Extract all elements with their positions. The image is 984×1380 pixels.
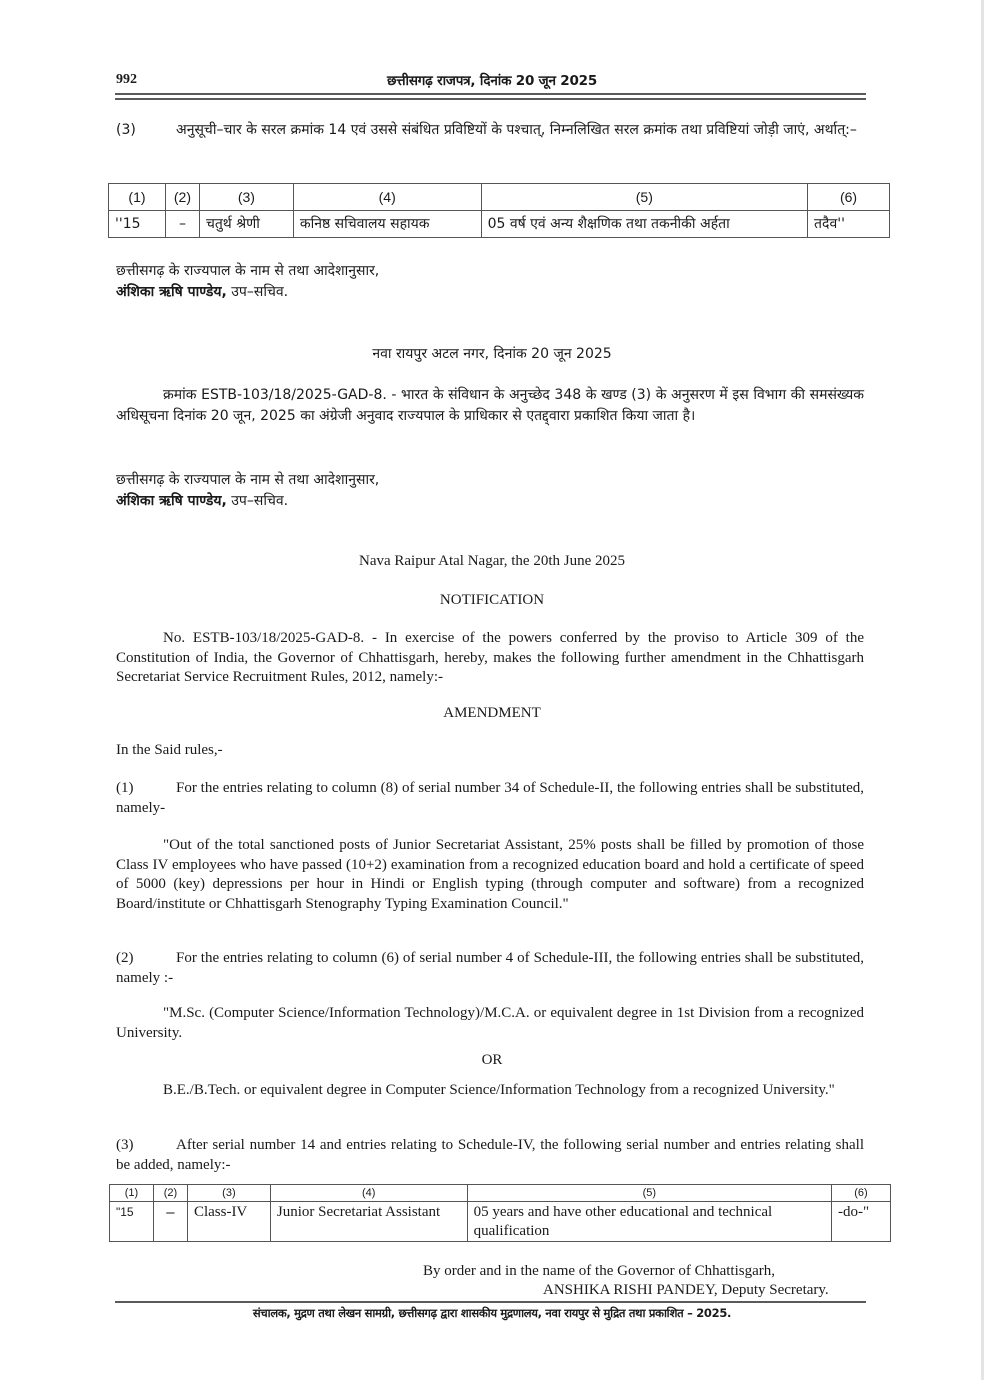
hindi-para-3: [116, 120, 864, 141]
table-header-cell: (2): [153, 1185, 187, 1202]
hindi-signature-1-name-line: [116, 282, 864, 303]
hindi-signature-2-name: अंशिका ऋषि पाण्डेय,: [116, 493, 227, 509]
table-header-cell: (2): [165, 184, 199, 211]
table-header-row: [110, 1185, 891, 1202]
table-cell: 05 वर्ष एवं अन्य शैक्षणिक तथा तकनीकी अर्हता: [481, 211, 807, 238]
english-signature-line2: ANSHIKA RISHI PANDEY, Deputy Secretary.: [543, 1282, 829, 1298]
hindi-place-date: नवा रायपुर अटल नगर, दिनांक 20 जून 2025: [372, 346, 612, 362]
footer-imprint: संचालक, मुद्रण तथा लेखन सामग्री, छत्तीसगढ़ द्वारा शासकीय मुद्रणालय, नवा रायपुर से मुद्रित तथा प्रकाशित – 2025.: [252, 1306, 732, 1320]
table-cell: –: [165, 211, 199, 238]
hindi-signature-2-line1: छत्तीसगढ़ के राज्यपाल के नाम से तथा आदेशानुसार,: [116, 472, 380, 488]
table-row: [110, 1202, 891, 1242]
hindi-schedule-table: [108, 183, 890, 238]
table-header-cell: (4): [293, 184, 481, 211]
table-header-cell: (5): [467, 1185, 831, 1202]
amendment-item-1-text: For the entries relating to column (8) of serial number 34 of Schedule-II, the following entries shall be substituted, namely-: [116, 780, 864, 816]
hindi-signature-1-title: उप–सचिव.: [226, 284, 289, 300]
table-cell: चतुर्थ श्रेणी: [199, 211, 293, 238]
table-header-row: [109, 184, 890, 211]
hindi-signature-2-title: उप–सचिव.: [226, 493, 289, 509]
table-header-cell: (6): [832, 1185, 891, 1202]
amendment-item-2-text: For the entries relating to column (6) of serial number 4 of Schedule-III, the following entries shall be substituted, namely :-: [116, 950, 864, 986]
footer-rule: [115, 1301, 866, 1303]
amendment-item-2-number: (2): [116, 950, 134, 966]
amendment-item-3-text: After serial number 14 and entries relating to Schedule-IV, the following serial number and entries relating shall be added, namely:-: [116, 1137, 864, 1173]
table-cell: "15: [110, 1202, 154, 1242]
amendment-item-3: [116, 1136, 864, 1175]
amendment-heading: AMENDMENT: [443, 705, 541, 721]
hindi-signature-1-name: अंशिका ऋषि पाण्डेय,: [116, 284, 227, 300]
amendment-item-2-quote-b: B.E./B.Tech. or equivalent degree in Computer Science/Information Technology from a recognized University.": [163, 1082, 835, 1098]
table-cell: तदैव'': [808, 211, 890, 238]
table-header-cell: (1): [109, 184, 166, 211]
table-cell: -do-": [832, 1202, 891, 1242]
hindi-signature-1: [116, 261, 864, 303]
table-header-cell: (3): [187, 1185, 270, 1202]
english-signature-line1: By order and in the name of the Governor of Chhattisgarh,: [423, 1263, 775, 1279]
amendment-item-3-number: (3): [116, 1137, 134, 1153]
header-rule-bottom: [115, 98, 866, 100]
amendment-item-2-or: OR: [481, 1052, 503, 1068]
amendment-item-1: [116, 779, 864, 818]
table-cell: –: [153, 1202, 187, 1242]
notification-heading: NOTIFICATION: [439, 592, 545, 608]
table-cell: Junior Secretariat Assistant: [270, 1202, 467, 1242]
hindi-order-paragraph: क्रमांक ESTB-103/18/2025-GAD-8. - भारत के संविधान के अनुच्छेद 348 के खण्ड (3) के अनुसरण में इस विभाग की समसंख्यक अधिसूचना दिनांक 20 जून, 2025 का अंग्रेजी अनुवाद राज्यपाल के प्राधिकार से एतद्द्वारा प्रकाशित किया जाता है।: [116, 387, 864, 424]
table-header-cell: (1): [110, 1185, 154, 1202]
hindi-signature-2-name-line: [116, 491, 864, 512]
table-header-cell: (6): [808, 184, 890, 211]
hindi-signature-1-line1: छत्तीसगढ़ के राज्यपाल के नाम से तथा आदेशानुसार,: [116, 263, 380, 279]
table-cell: 05 years and have other educational and technical qualification: [467, 1202, 831, 1242]
english-schedule-table: [109, 1184, 891, 1242]
header-rule-top: [115, 93, 866, 95]
english-place-date: Nava Raipur Atal Nagar, the 20th June 2025: [358, 553, 625, 569]
hindi-para-3-number: (3): [116, 122, 136, 138]
hindi-signature-2: [116, 470, 864, 512]
table-header-cell: (5): [481, 184, 807, 211]
amendment-item-2: [116, 949, 864, 988]
hindi-para-3-text: अनुसूची–चार के सरल क्रमांक 14 एवं उससे संबंधित प्रविष्टियों के पश्चात्, निम्नलिखित सरल क्रमांक तथा प्रविष्टियां जोड़ी जाएं, अर्थात्:–: [176, 122, 857, 138]
notification-paragraph: No. ESTB-103/18/2025-GAD-8. - In exercise of the powers conferred by the proviso to Article 309 of the Constitution of India, the Governor of Chhattisgarh, hereby, makes the following further amendment in the Chhattisgarh Secretariat Service Recruitment Rules, 2012, namely:-: [116, 630, 864, 685]
table-header-cell: (4): [270, 1185, 467, 1202]
gazette-title: छत्तीसगढ़ राजपत्र, दिनांक 20 जून 2025: [386, 73, 598, 89]
amendment-intro: In the Said rules,-: [116, 742, 223, 758]
amendment-item-1-number: (1): [116, 780, 134, 796]
table-cell: ''15: [109, 211, 166, 238]
table-cell: कनिष्ठ सचिवालय सहायक: [293, 211, 481, 238]
table-row: [109, 211, 890, 238]
amendment-item-1-quote: "Out of the total sanctioned posts of Junior Secretariat Assistant, 25% posts shall be filled by promotion of those Class IV employees who have passed (10+2) examination from a recognized education board and hold a certificate of speed of 5000 (key) depressions per hour in Hindi or English typing (through computer and software) from a recognized Board/institute or Chhattisgarh Stenography Typing Examination Council.": [116, 837, 864, 912]
page-number: 992: [116, 72, 137, 87]
amendment-item-2-quote-a: "M.Sc. (Computer Science/Information Technology)/M.C.A. or equivalent degree in 1st Division from a recognized University.: [116, 1005, 864, 1041]
table-cell: Class-IV: [187, 1202, 270, 1242]
table-header-cell: (3): [199, 184, 293, 211]
